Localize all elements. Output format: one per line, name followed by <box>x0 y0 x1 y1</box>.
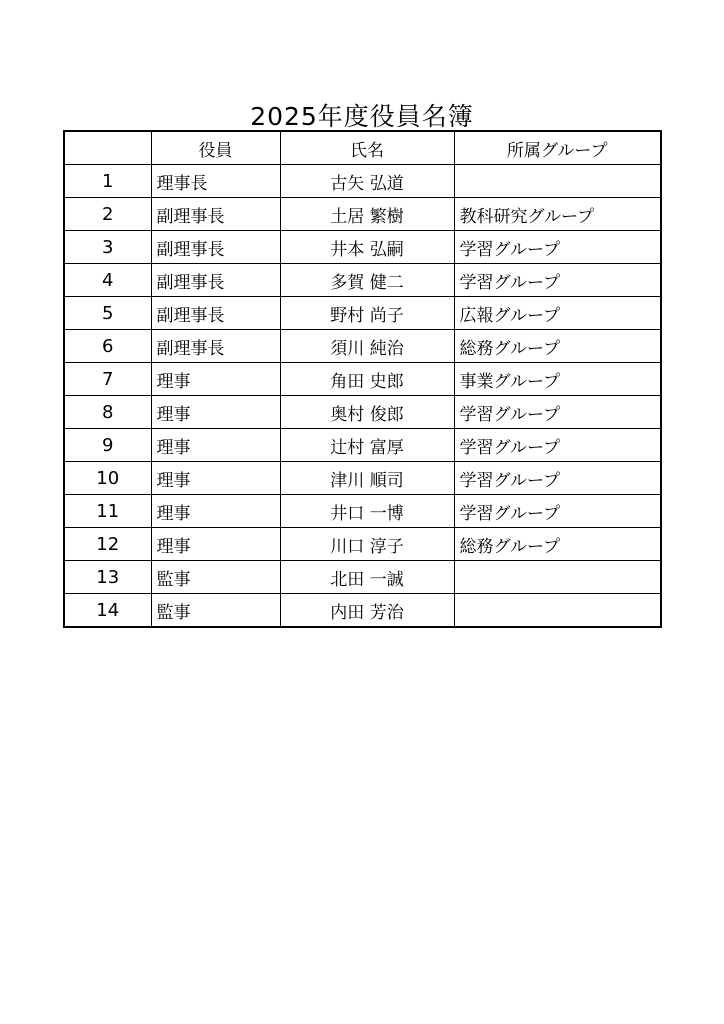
name-cell: 須川 純治 <box>280 330 454 363</box>
role-cell: 副理事長 <box>151 297 280 330</box>
table-row <box>64 297 661 330</box>
group-cell: 学習グループ <box>454 231 661 264</box>
row-number: 8 <box>64 396 151 429</box>
document-title: 2025年度役員名簿 <box>250 101 474 131</box>
name-cell: 井本 弘嗣 <box>280 231 454 264</box>
name-cell: 多賀 健二 <box>280 264 454 297</box>
role-cell: 理事 <box>151 396 280 429</box>
row-number: 12 <box>64 528 151 561</box>
row-number: 14 <box>64 594 151 628</box>
role-cell: 副理事長 <box>151 231 280 264</box>
table-row <box>64 231 661 264</box>
role-cell: 理事 <box>151 429 280 462</box>
name-cell: 津川 順司 <box>280 462 454 495</box>
table-row <box>64 198 661 231</box>
name-cell: 北田 一誠 <box>280 561 454 594</box>
group-cell: 学習グループ <box>454 495 661 528</box>
group-cell: 広報グループ <box>454 297 661 330</box>
row-number: 4 <box>64 264 151 297</box>
name-cell: 川口 淳子 <box>280 528 454 561</box>
row-number: 11 <box>64 495 151 528</box>
group-cell <box>454 594 661 628</box>
role-cell: 副理事長 <box>151 330 280 363</box>
name-cell: 古矢 弘道 <box>280 165 454 198</box>
name-cell: 内田 芳治 <box>280 594 454 628</box>
role-cell: 理事 <box>151 462 280 495</box>
table-row <box>64 495 661 528</box>
table-row <box>64 561 661 594</box>
row-number: 13 <box>64 561 151 594</box>
table-row <box>64 594 661 628</box>
table-row <box>64 462 661 495</box>
row-number: 10 <box>64 462 151 495</box>
name-cell: 辻村 富厚 <box>280 429 454 462</box>
row-number: 2 <box>64 198 151 231</box>
role-cell: 理事 <box>151 495 280 528</box>
table-row <box>64 363 661 396</box>
row-number: 9 <box>64 429 151 462</box>
role-cell: 理事 <box>151 528 280 561</box>
group-cell: 学習グループ <box>454 396 661 429</box>
role-cell: 理事長 <box>151 165 280 198</box>
row-number: 3 <box>64 231 151 264</box>
role-cell: 副理事長 <box>151 198 280 231</box>
header-role: 役員 <box>151 131 280 165</box>
group-cell: 学習グループ <box>454 264 661 297</box>
table-row <box>64 528 661 561</box>
role-cell: 監事 <box>151 594 280 628</box>
role-cell: 監事 <box>151 561 280 594</box>
role-cell: 副理事長 <box>151 264 280 297</box>
group-cell: 教科研究グループ <box>454 198 661 231</box>
name-cell: 土居 繁樹 <box>280 198 454 231</box>
table-header-row <box>64 131 661 165</box>
group-cell: 事業グループ <box>454 363 661 396</box>
name-cell: 井口 一博 <box>280 495 454 528</box>
row-number: 1 <box>64 165 151 198</box>
name-cell: 奥村 俊郎 <box>280 396 454 429</box>
table-row <box>64 165 661 198</box>
group-cell <box>454 561 661 594</box>
table-body <box>64 165 661 628</box>
group-cell: 総務グループ <box>454 330 661 363</box>
header-group: 所属グループ <box>454 131 661 165</box>
row-number: 7 <box>64 363 151 396</box>
group-cell: 学習グループ <box>454 429 661 462</box>
officer-roster-table <box>63 130 662 628</box>
table-row <box>64 429 661 462</box>
group-cell: 総務グループ <box>454 528 661 561</box>
row-number: 5 <box>64 297 151 330</box>
group-cell: 学習グループ <box>454 462 661 495</box>
table-row <box>64 264 661 297</box>
table-row <box>64 396 661 429</box>
header-number <box>64 131 151 165</box>
role-cell: 理事 <box>151 363 280 396</box>
table-row <box>64 330 661 363</box>
row-number: 6 <box>64 330 151 363</box>
group-cell <box>454 165 661 198</box>
name-cell: 野村 尚子 <box>280 297 454 330</box>
name-cell: 角田 史郎 <box>280 363 454 396</box>
header-name: 氏名 <box>280 131 454 165</box>
